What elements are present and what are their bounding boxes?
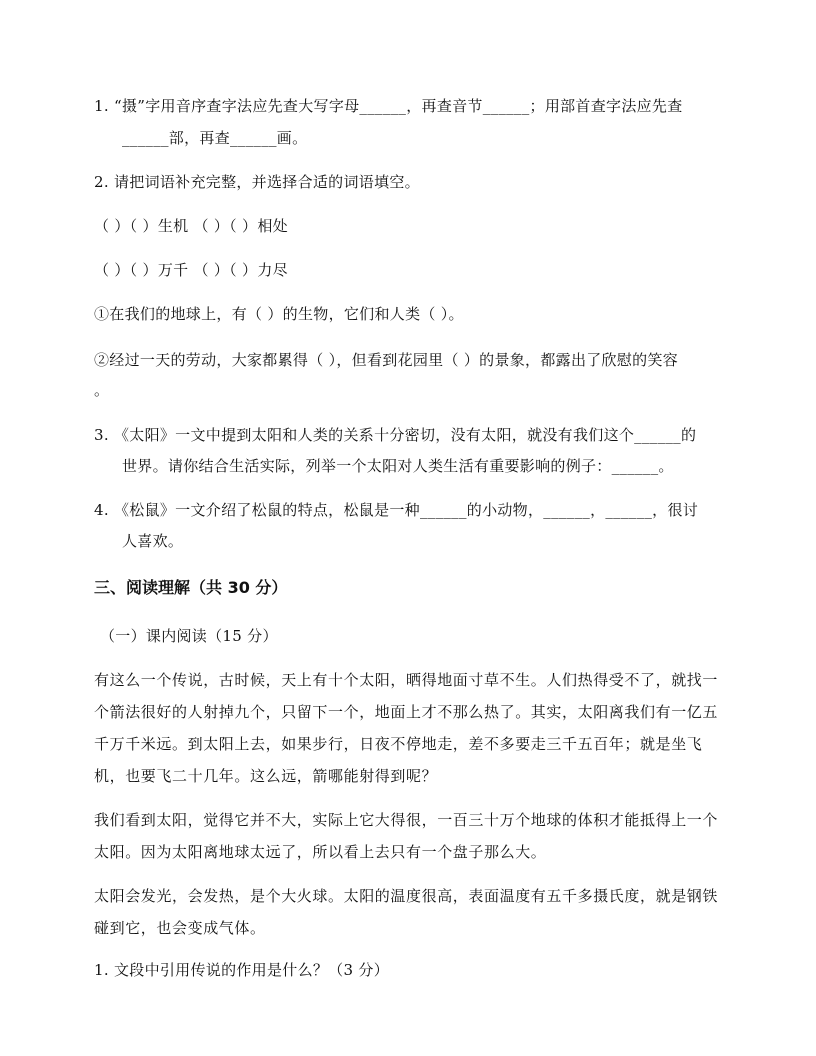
- sub-heading: （一）课内阅读（15 分）: [100, 627, 278, 645]
- reading-paragraph-1: 有这么一个传说，古时候，天上有十个太阳，晒得地面寸草不生。人们热得受不了，就找一个箭法很好的人射掉九个，只留下一个，地面上才不那么热了。其实，太阳离我们有一亿五千万千米远。到太阳上去，如果步行，日夜不停地走，差不多要走三千五百年；就是坐飞机，也要飞二十几年。这么远，箭哪能射得到呢？: [94, 671, 719, 785]
- q1-line1: 1. “摄”字用音序查字法应先查大写字母______，再查音节______；用部首查字法应先查: [94, 97, 683, 115]
- reading-question-1: 1. 文段中引用传说的作用是什么？（3 分）: [94, 961, 389, 979]
- section-heading: 三、阅读理解（共 30 分）: [94, 578, 288, 597]
- q3-line2: 世界。请你结合生活实际，列举一个太阳对人类生活有重要影响的例子：______。: [122, 457, 674, 475]
- q2-sentence2-end: 。: [94, 381, 110, 399]
- q4-line2: 人喜欢。: [122, 532, 184, 550]
- q1-line2: ______部，再查______画。: [122, 129, 308, 147]
- q2-words-row2: （ ）（ ）万千 （ ）（ ）力尽: [94, 261, 288, 279]
- reading-paragraph-2: 我们看到太阳，觉得它并不大，实际上它大得很，一百三十万个地球的体积才能抵得上一个太阳。因为太阳离地球太远了，所以看上去只有一个盘子那么大。: [94, 811, 719, 861]
- q2-sentence1: ①在我们的地球上，有（ ）的生物，它们和人类（ ）。: [94, 305, 464, 323]
- q2-words-row1: （ ）（ ）生机 （ ）（ ）相处: [94, 217, 288, 235]
- q4-line1: 4. 《松鼠》一文介绍了松鼠的特点，松鼠是一种______的小动物，______，______，很讨: [94, 501, 699, 519]
- q3-line1: 3. 《太阳》一文中提到太阳和人类的关系十分密切，没有太阳，就没有我们这个______的: [94, 426, 697, 444]
- reading-paragraph-3: 太阳会发光，会发热，是个大火球。太阳的温度很高，表面温度有五千多摄氏度，就是钢铁碰到它，也会变成气体。: [94, 887, 719, 937]
- q2-sentence2: ②经过一天的劳动，大家都累得（ ），但看到花园里（ ）的景象，都露出了欣慰的笑容: [94, 351, 679, 369]
- q2-title: 2. 请把词语补充完整，并选择合适的词语填空。: [94, 173, 420, 191]
